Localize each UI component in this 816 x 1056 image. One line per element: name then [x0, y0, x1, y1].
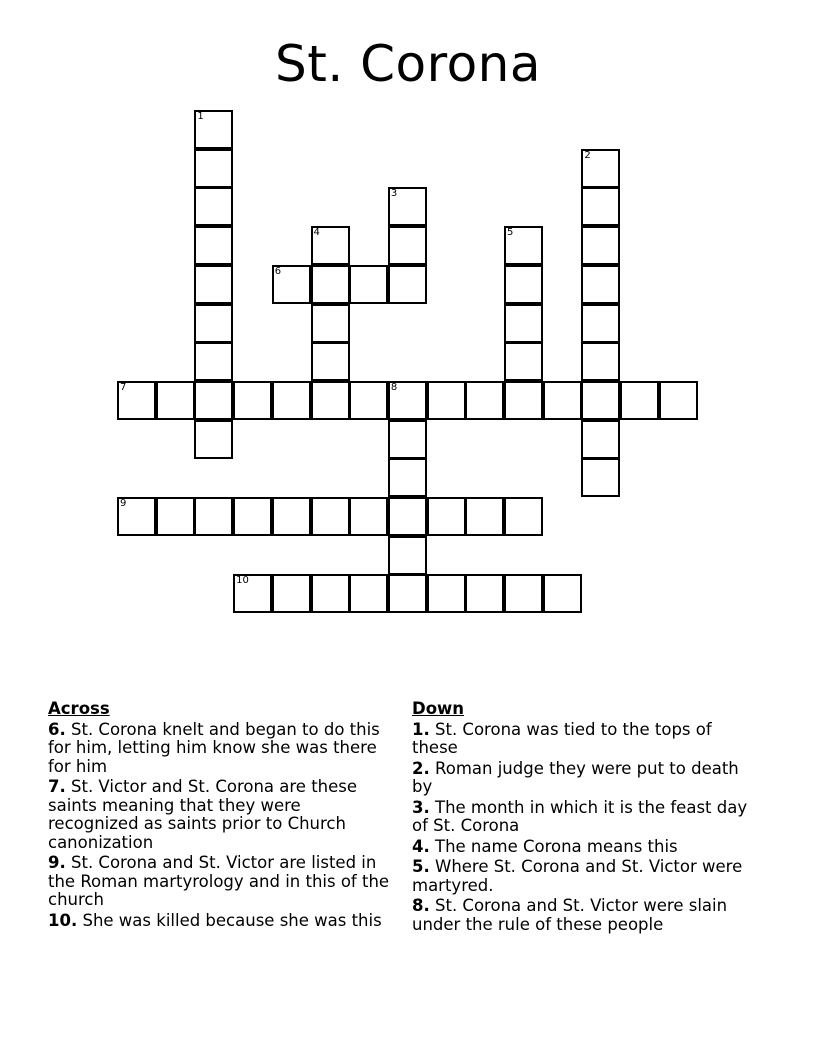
clue-text: The name Corona means this — [435, 836, 678, 856]
clue-text: St. Corona was tied to the tops of these — [412, 719, 712, 757]
grid-cell[interactable] — [272, 381, 311, 420]
grid-cell[interactable] — [194, 110, 233, 149]
grid-cell[interactable] — [581, 342, 620, 381]
cell-number: 2 — [584, 149, 591, 161]
clue-text: St. Victor and St. Corona are these saints meaning that they were recognized as saints prior to Church canonization — [48, 777, 358, 852]
grid-cell[interactable] — [388, 536, 427, 575]
grid-cell[interactable] — [272, 497, 311, 536]
clue-number: 9. — [48, 853, 66, 872]
grid-cell[interactable] — [581, 304, 620, 343]
grid-cell[interactable] — [311, 497, 350, 536]
cell-number: 7 — [120, 381, 127, 393]
across-clue-7 — [48, 778, 393, 852]
clue-number: 1. — [412, 719, 430, 739]
clue-number: 7. — [48, 777, 66, 796]
clue-text: St. Corona and St. Victor are listed in the Roman martyrology and in this of the church — [48, 853, 390, 909]
grid-cell[interactable] — [465, 497, 504, 536]
grid-cell[interactable] — [311, 226, 350, 265]
grid-cell[interactable] — [504, 304, 543, 343]
grid-cell[interactable] — [388, 187, 427, 226]
down-clue-4 — [412, 838, 752, 857]
grid-cell[interactable] — [233, 381, 272, 420]
grid-cell[interactable] — [427, 381, 466, 420]
grid-cell[interactable] — [388, 574, 427, 613]
grid-cell[interactable] — [194, 149, 233, 188]
grid-cell[interactable] — [156, 497, 195, 536]
cell-number: 6 — [274, 265, 282, 277]
across-clue-9 — [48, 854, 393, 910]
grid-cell[interactable] — [388, 458, 427, 497]
cell-number: 9 — [120, 498, 127, 509]
cell-number: 5 — [507, 227, 514, 239]
cell-number: 4 — [313, 227, 320, 239]
grid-cell[interactable] — [504, 342, 543, 381]
grid-cell[interactable] — [388, 420, 427, 459]
grid-cell[interactable] — [311, 381, 350, 420]
clue-text: St. Corona knelt and began to do this for him, letting him know she was there for him — [48, 719, 380, 776]
grid-cell[interactable] — [194, 304, 233, 343]
grid-cell[interactable] — [388, 381, 427, 420]
grid-cell[interactable] — [311, 574, 350, 613]
grid-cell[interactable] — [194, 187, 233, 226]
down-clue-1 — [412, 721, 752, 758]
grid-cell[interactable] — [388, 497, 427, 536]
grid-cell[interactable] — [581, 458, 620, 497]
grid-cell[interactable] — [427, 574, 466, 613]
grid-cell[interactable] — [465, 381, 504, 420]
page-title: St. Corona — [274, 35, 541, 93]
down-heading: Down — [412, 699, 465, 718]
clue-number: 8. — [412, 896, 430, 915]
down-clue-2 — [412, 760, 752, 797]
grid-cell[interactable] — [117, 381, 156, 420]
across-heading: Across — [48, 699, 110, 718]
clue-text: The month in which it is the feast day of St. Corona — [412, 797, 748, 835]
cell-number: 8 — [390, 381, 398, 393]
grid-cell[interactable] — [233, 574, 272, 613]
grid-cell[interactable] — [388, 265, 427, 304]
grid-cell[interactable] — [156, 381, 195, 420]
grid-cell[interactable] — [581, 381, 620, 420]
across-clue-6 — [48, 721, 393, 777]
grid-cell[interactable] — [581, 149, 620, 188]
grid-cell[interactable] — [233, 497, 272, 536]
grid-cell[interactable] — [543, 381, 582, 420]
grid-cell[interactable] — [388, 226, 427, 265]
grid-cell[interactable] — [349, 574, 388, 613]
grid-cell[interactable] — [117, 497, 156, 536]
grid-cell[interactable] — [311, 342, 350, 381]
grid-cell[interactable] — [194, 342, 233, 381]
cell-number: 3 — [390, 188, 398, 200]
grid-cell[interactable] — [581, 265, 620, 304]
grid-cell[interactable] — [659, 381, 698, 420]
cell-number: 1 — [197, 111, 204, 122]
down-clue-5 — [412, 858, 752, 895]
clue-text: St. Corona and St. Victor were slain under the rule of these people — [412, 896, 728, 934]
grid-cell[interactable] — [194, 381, 233, 420]
grid-cell[interactable] — [581, 226, 620, 265]
grid-cell[interactable] — [349, 497, 388, 536]
clue-number: 4. — [412, 836, 430, 856]
grid-cell[interactable] — [194, 265, 233, 304]
grid-cell[interactable] — [504, 381, 543, 420]
down-clues — [412, 700, 752, 936]
grid-cell[interactable] — [349, 381, 388, 420]
grid-cell[interactable] — [311, 304, 350, 343]
grid-cell[interactable] — [581, 187, 620, 226]
grid-cell[interactable] — [272, 574, 311, 613]
clue-number: 10. — [48, 910, 78, 930]
grid-cell[interactable] — [311, 265, 350, 304]
cell-number: 10 — [236, 575, 249, 587]
down-clue-3 — [412, 799, 752, 836]
clue-text: She was killed because she was this — [82, 910, 382, 930]
grid-cell[interactable] — [543, 574, 582, 613]
clue-number: 5. — [412, 857, 430, 876]
grid-cell[interactable] — [194, 497, 233, 536]
grid-cell[interactable] — [349, 265, 388, 304]
grid-cell[interactable] — [272, 265, 311, 304]
clue-number: 6. — [48, 719, 66, 739]
grid-cell[interactable] — [504, 226, 543, 265]
grid-cell[interactable] — [194, 226, 233, 265]
clue-number: 2. — [412, 758, 430, 778]
grid-cell[interactable] — [427, 497, 466, 536]
grid-cell[interactable] — [465, 574, 504, 613]
across-clue-10 — [48, 912, 393, 931]
grid-cell[interactable] — [504, 497, 543, 536]
down-clue-8 — [412, 897, 752, 934]
clue-text: Where St. Corona and St. Victor were martyred. — [412, 857, 743, 895]
grid-cell[interactable] — [504, 265, 543, 304]
grid-cell[interactable] — [581, 420, 620, 459]
grid-cell[interactable] — [194, 420, 233, 459]
across-clues — [48, 700, 393, 932]
clue-number: 3. — [412, 797, 430, 817]
clue-text: Roman judge they were put to death by — [412, 758, 739, 796]
grid-cell[interactable] — [620, 381, 659, 420]
grid-cell[interactable] — [504, 574, 543, 613]
